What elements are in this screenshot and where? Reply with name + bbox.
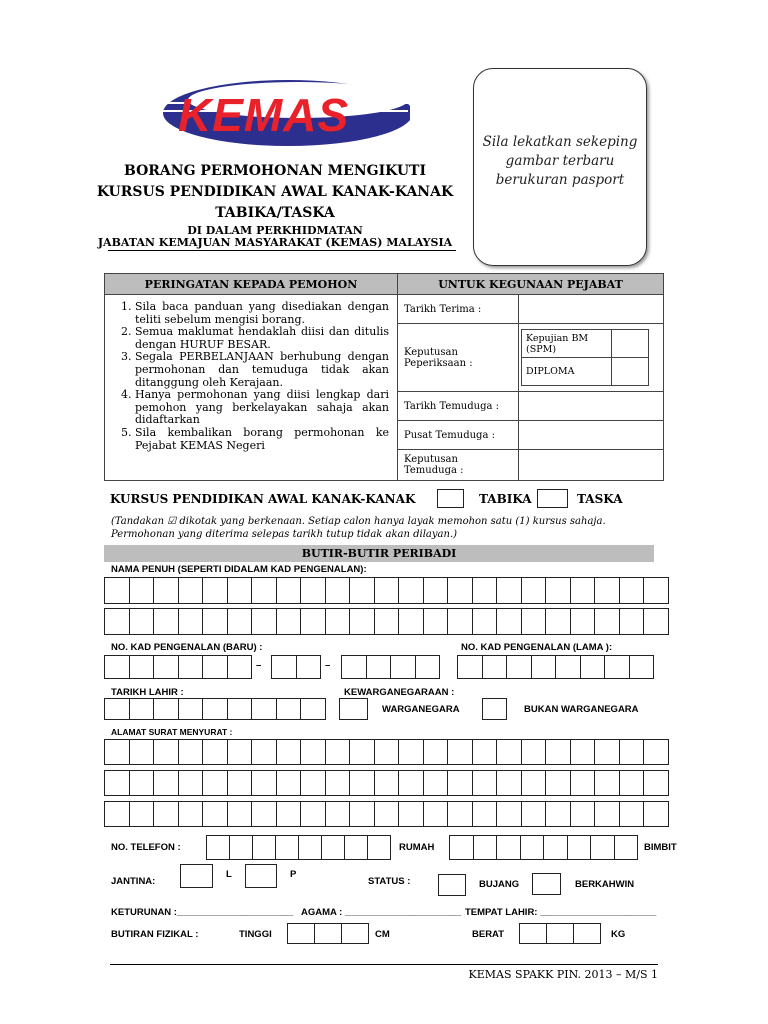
taska-label: TASKA: [577, 492, 623, 506]
alamat-box[interactable]: [349, 739, 375, 765]
nama-penuh-box[interactable]: [619, 577, 645, 604]
alamat-box[interactable]: [129, 801, 155, 827]
telefon-rumah-box[interactable]: [206, 835, 230, 860]
nama-penuh-box[interactable]: [251, 608, 277, 635]
alamat-box[interactable]: [104, 770, 130, 796]
alamat-box[interactable]: [570, 801, 596, 827]
nama-penuh-box[interactable]: [202, 608, 228, 635]
alamat-box[interactable]: [594, 801, 620, 827]
nama-penuh-box[interactable]: [643, 608, 669, 635]
ic-baru-box[interactable]: [341, 655, 367, 679]
tabika-checkbox[interactable]: [437, 489, 464, 508]
pusat-temuduga-field[interactable]: [519, 421, 664, 450]
nama-penuh-box[interactable]: [447, 577, 473, 604]
alamat-box[interactable]: [496, 739, 522, 765]
alamat-box[interactable]: [521, 739, 547, 765]
alamat-box[interactable]: [472, 770, 498, 796]
form-title-line1: BORANG PERMOHONAN MENGIKUTI: [123, 163, 426, 179]
tarikh-lahir-box[interactable]: [153, 698, 179, 720]
tinggi-label: TINGGI: [239, 929, 272, 940]
alamat-box[interactable]: [153, 739, 179, 765]
telefon-bimbit-box[interactable]: [449, 835, 474, 860]
alamat-box[interactable]: [300, 770, 326, 796]
cm-label: CM: [375, 929, 390, 940]
alamat-box[interactable]: [227, 770, 253, 796]
ic-lama-box[interactable]: [629, 655, 655, 679]
nama-penuh-box[interactable]: [104, 608, 130, 635]
telefon-bimbit-box[interactable]: [567, 835, 592, 860]
alamat-box[interactable]: [619, 739, 645, 765]
alamat-box[interactable]: [521, 801, 547, 827]
berat-box[interactable]: [573, 923, 601, 944]
lelaki-label: L: [226, 869, 232, 880]
nama-penuh-box[interactable]: [227, 577, 253, 604]
telefon-bimbit-box[interactable]: [473, 835, 498, 860]
telefon-rumah-box[interactable]: [298, 835, 322, 860]
berkahwin-label: BERKAHWIN: [575, 879, 635, 890]
nama-penuh-box[interactable]: [398, 577, 424, 604]
nama-penuh-box[interactable]: [153, 577, 179, 604]
alamat-box[interactable]: [178, 739, 204, 765]
tabika-label: TABIKA: [479, 492, 532, 506]
notice-item: 1. Sila baca panduan yang disediakan dengan teliti sebelum mengisi borang.: [135, 301, 389, 326]
nama-penuh-box[interactable]: [325, 577, 351, 604]
alamat-box[interactable]: [202, 739, 228, 765]
alamat-box[interactable]: [153, 801, 179, 827]
notice-office-table: [104, 273, 664, 481]
nama-penuh-box[interactable]: [447, 608, 473, 635]
berat-box[interactable]: [546, 923, 574, 944]
ic-lama-box[interactable]: [531, 655, 557, 679]
alamat-box[interactable]: [570, 739, 596, 765]
diploma-checkbox[interactable]: [612, 358, 649, 386]
tarikh-lahir-box[interactable]: [276, 698, 302, 720]
alamat-box[interactable]: [594, 770, 620, 796]
ic-lama-box[interactable]: [580, 655, 606, 679]
alamat-box[interactable]: [276, 739, 302, 765]
photo-instruction: Sila lekatkan sekeping gambar terbaru berukuran pasport: [482, 134, 638, 188]
nama-penuh-box[interactable]: [594, 608, 620, 635]
nama-penuh-box[interactable]: [276, 577, 302, 604]
alamat-box[interactable]: [104, 739, 130, 765]
telefon-bimbit-box[interactable]: [590, 835, 615, 860]
alamat-box[interactable]: [325, 770, 351, 796]
kg-label: KG: [611, 929, 626, 940]
alamat-box[interactable]: [178, 770, 204, 796]
kepujian-bm-label: Kepujian BM (SPM): [522, 330, 612, 358]
tarikh-lahir-label: TARIKH LAHIR :: [111, 687, 184, 698]
notice-item: 5. Sila kembalikan borang permohonan ke Pejabat KEMAS Negeri: [135, 427, 389, 452]
telefon-bimbit-box[interactable]: [543, 835, 568, 860]
notice-item: 3. Segala PERBELANJAAN berhubung dengan permohonan dan temuduga tidak akan ditanggung oleh Kerajaan.: [135, 351, 389, 389]
title-underline: [108, 250, 456, 251]
tinggi-box[interactable]: [341, 923, 369, 944]
alamat-box[interactable]: [251, 801, 277, 827]
alamat-box[interactable]: [251, 770, 277, 796]
nama-penuh-box[interactable]: [545, 577, 571, 604]
form-title-line3: TABIKA/TASKA: [215, 205, 335, 221]
telefon-rumah-box[interactable]: [321, 835, 345, 860]
alamat-box[interactable]: [496, 770, 522, 796]
nama-penuh-box[interactable]: [129, 608, 155, 635]
alamat-box[interactable]: [300, 739, 326, 765]
telefon-rumah-box[interactable]: [275, 835, 299, 860]
nama-penuh-box[interactable]: [202, 577, 228, 604]
berkahwin-checkbox[interactable]: [532, 873, 561, 895]
notice-header: PERINGATAN KEPADA PEMOHON: [105, 274, 398, 295]
alamat-box[interactable]: [643, 801, 669, 827]
telefon-rumah-box[interactable]: [367, 835, 391, 860]
alamat-box[interactable]: [545, 770, 571, 796]
alamat-box[interactable]: [447, 801, 473, 827]
telefon-bimbit-box[interactable]: [614, 835, 639, 860]
ic-baru-box[interactable]: [366, 655, 392, 679]
alamat-box[interactable]: [276, 801, 302, 827]
alamat-box[interactable]: [472, 739, 498, 765]
nama-penuh-box[interactable]: [545, 608, 571, 635]
alamat-box[interactable]: [374, 739, 400, 765]
tarikh-terima-field[interactable]: [519, 295, 664, 324]
keturunan-field[interactable]: KETURUNAN :______________________: [111, 907, 294, 918]
exam-result-table: [521, 329, 649, 386]
tarikh-lahir-box[interactable]: [129, 698, 155, 720]
tarikh-temuduga-field[interactable]: [519, 392, 664, 421]
pusat-temuduga-label: Pusat Temuduga :: [398, 421, 519, 450]
alamat-box[interactable]: [570, 770, 596, 796]
kewarganegaraan-label: KEWARGANEGARAAN :: [344, 687, 455, 698]
nama-penuh-box[interactable]: [349, 577, 375, 604]
kursus-label: KURSUS PENDIDIKAN AWAL KANAK-KANAK: [110, 492, 416, 506]
tempat-lahir-field[interactable]: TEMPAT LAHIR: ______________________: [465, 907, 657, 918]
rumah-label: RUMAH: [399, 842, 435, 853]
tarikh-terima-label: Tarikh Terima :: [398, 295, 519, 324]
kursus-note: (Tandakan ☑ dikotak yang berkenaan. Setiap calon hanya layak memohon satu (1) kursus sahaja. Permohonan yang diterima selepas tarikh tutup tidak akan dilayan.): [111, 516, 606, 540]
alamat-box[interactable]: [447, 770, 473, 796]
alamat-box[interactable]: [472, 801, 498, 827]
nama-penuh-box[interactable]: [129, 577, 155, 604]
telefon-label: NO. TELEFON :: [111, 842, 181, 853]
nama-penuh-box[interactable]: [496, 577, 522, 604]
keputusan-temuduga-field[interactable]: [519, 450, 664, 481]
perempuan-checkbox[interactable]: [245, 864, 277, 888]
alamat-box[interactable]: [447, 739, 473, 765]
nama-penuh-box[interactable]: [374, 577, 400, 604]
nama-penuh-box[interactable]: [594, 577, 620, 604]
alamat-box[interactable]: [227, 739, 253, 765]
telefon-bimbit-box[interactable]: [520, 835, 545, 860]
telefon-rumah-box[interactable]: [252, 835, 276, 860]
alamat-box[interactable]: [398, 739, 424, 765]
alamat-box[interactable]: [251, 739, 277, 765]
keputusan-temuduga-label: Keputusan Temuduga :: [398, 450, 519, 481]
nama-penuh-box[interactable]: [300, 608, 326, 635]
bukan-warganegara-label: BUKAN WARGANEGARA: [524, 704, 639, 715]
keputusan-peperiksaan-label: Keputusan Peperiksaan :: [398, 324, 519, 392]
alamat-box[interactable]: [423, 739, 449, 765]
berat-box[interactable]: [519, 923, 547, 944]
tarikh-lahir-box[interactable]: [104, 698, 130, 720]
alamat-box[interactable]: [276, 770, 302, 796]
alamat-box[interactable]: [619, 801, 645, 827]
ic-baru-label: NO. KAD PENGENALAN (BARU) :: [111, 642, 263, 653]
nama-penuh-box[interactable]: [300, 577, 326, 604]
ic-lama-box[interactable]: [555, 655, 581, 679]
alamat-box[interactable]: [643, 739, 669, 765]
nama-penuh-box[interactable]: [472, 577, 498, 604]
ic-lama-box[interactable]: [457, 655, 483, 679]
alamat-box[interactable]: [398, 770, 424, 796]
nama-penuh-box[interactable]: [496, 608, 522, 635]
form-title-line4: DI DALAM PERKHIDMATAN: [187, 224, 363, 237]
ic-baru-box[interactable]: [202, 655, 228, 679]
bujang-label: BUJANG: [479, 879, 520, 890]
footer-rule: [110, 964, 658, 965]
agama-field[interactable]: AGAMA : ______________________: [301, 907, 462, 918]
alamat-box[interactable]: [178, 801, 204, 827]
telefon-rumah-box[interactable]: [229, 835, 253, 860]
alamat-box[interactable]: [325, 801, 351, 827]
tarikh-lahir-box[interactable]: [227, 698, 253, 720]
nama-penuh-box[interactable]: [178, 577, 204, 604]
tarikh-temuduga-label: Tarikh Temuduga :: [398, 392, 519, 421]
alamat-box[interactable]: [129, 739, 155, 765]
form-title-line5: JABATAN KEMAJUAN MASYARAKAT (KEMAS) MALAYSIA: [97, 236, 453, 249]
alamat-box[interactable]: [545, 801, 571, 827]
berat-label: BERAT: [472, 929, 505, 940]
tarikh-lahir-box[interactable]: [178, 698, 204, 720]
nama-penuh-box[interactable]: [276, 608, 302, 635]
nama-penuh-box[interactable]: [227, 608, 253, 635]
ic-baru-box[interactable]: [415, 655, 441, 679]
bimbit-label: BIMBIT: [644, 842, 677, 853]
ic-lama-label: NO. KAD PENGENALAN (LAMA ):: [461, 642, 613, 653]
ic-baru-box[interactable]: [296, 655, 322, 679]
alamat-box[interactable]: [129, 770, 155, 796]
bukan-warganegara-checkbox[interactable]: [482, 698, 507, 720]
tinggi-box[interactable]: [287, 923, 315, 944]
alamat-box[interactable]: [398, 801, 424, 827]
nama-penuh-box[interactable]: [423, 608, 449, 635]
diploma-label: DIPLOMA: [522, 358, 612, 386]
ic-baru-box[interactable]: [271, 655, 297, 679]
alamat-box[interactable]: [202, 801, 228, 827]
warganegara-checkbox[interactable]: [339, 698, 368, 720]
keputusan-peperiksaan-cell: [519, 324, 664, 392]
taska-checkbox[interactable]: [537, 489, 568, 508]
form-title-line2: KURSUS PENDIDIKAN AWAL KANAK-KANAK: [96, 184, 454, 200]
alamat-box[interactable]: [202, 770, 228, 796]
nama-penuh-box[interactable]: [104, 577, 130, 604]
jantina-label: JANTINA:: [111, 876, 156, 887]
ic-baru-box[interactable]: [104, 655, 130, 679]
alamat-box[interactable]: [374, 770, 400, 796]
alamat-box[interactable]: [643, 770, 669, 796]
nama-penuh-box[interactable]: [619, 608, 645, 635]
nama-penuh-box[interactable]: [521, 577, 547, 604]
ic-dash: –: [256, 660, 262, 671]
nama-penuh-box[interactable]: [570, 577, 596, 604]
tarikh-lahir-box[interactable]: [202, 698, 228, 720]
notice-list: [105, 295, 398, 481]
nama-penuh-box[interactable]: [472, 608, 498, 635]
telefon-rumah-box[interactable]: [344, 835, 368, 860]
ic-baru-box[interactable]: [129, 655, 155, 679]
alamat-box[interactable]: [227, 801, 253, 827]
tarikh-lahir-box[interactable]: [300, 698, 326, 720]
nama-penuh-box[interactable]: [251, 577, 277, 604]
alamat-label: ALAMAT SURAT MENYURAT :: [111, 727, 233, 737]
alamat-box[interactable]: [496, 801, 522, 827]
nama-penuh-box[interactable]: [374, 608, 400, 635]
lelaki-checkbox[interactable]: [180, 864, 213, 888]
alamat-box[interactable]: [619, 770, 645, 796]
ic-lama-box[interactable]: [482, 655, 508, 679]
alamat-box[interactable]: [545, 739, 571, 765]
ic-lama-box[interactable]: [506, 655, 532, 679]
alamat-box[interactable]: [300, 801, 326, 827]
kepujian-bm-checkbox[interactable]: [612, 330, 649, 358]
alamat-box[interactable]: [325, 739, 351, 765]
butiran-fizikal-label: BUTIRAN FIZIKAL :: [111, 929, 199, 940]
tinggi-box[interactable]: [314, 923, 342, 944]
notice-item: 2. Semua maklumat hendaklah diisi dan ditulis dengan HURUF BESAR.: [135, 326, 389, 351]
bujang-checkbox[interactable]: [438, 874, 466, 896]
warganegara-label: WARGANEGARA: [382, 704, 460, 715]
alamat-box[interactable]: [423, 801, 449, 827]
nama-penuh-box[interactable]: [423, 577, 449, 604]
personal-section-header: BUTIR-BUTIR PERIBADI: [104, 545, 654, 562]
nama-penuh-box[interactable]: [570, 608, 596, 635]
ic-baru-box[interactable]: [227, 655, 253, 679]
ic-baru-box[interactable]: [178, 655, 204, 679]
alamat-box[interactable]: [153, 770, 179, 796]
tarikh-lahir-box[interactable]: [251, 698, 277, 720]
nama-penuh-box[interactable]: [153, 608, 179, 635]
nama-penuh-box[interactable]: [398, 608, 424, 635]
logo-text: KEMAS: [178, 89, 350, 141]
nama-penuh-box[interactable]: [178, 608, 204, 635]
alamat-box[interactable]: [349, 801, 375, 827]
perempuan-label: P: [290, 869, 297, 880]
ic-baru-box[interactable]: [153, 655, 179, 679]
alamat-box[interactable]: [104, 801, 130, 827]
alamat-box[interactable]: [521, 770, 547, 796]
nama-penuh-box[interactable]: [643, 577, 669, 604]
alamat-box[interactable]: [374, 801, 400, 827]
nama-penuh-box[interactable]: [521, 608, 547, 635]
nama-penuh-box[interactable]: [349, 608, 375, 635]
ic-dash: –: [325, 660, 331, 671]
alamat-box[interactable]: [349, 770, 375, 796]
nama-penuh-box[interactable]: [325, 608, 351, 635]
status-label: STATUS :: [368, 876, 411, 887]
alamat-box[interactable]: [423, 770, 449, 796]
office-use-header: UNTUK KEGUNAAN PEJABAT: [398, 274, 664, 295]
telefon-bimbit-box[interactable]: [496, 835, 521, 860]
ic-baru-box[interactable]: [390, 655, 416, 679]
ic-lama-box[interactable]: [604, 655, 630, 679]
footer-text: KEMAS SPAKK PIN. 2013 – M/S 1: [468, 968, 658, 981]
notice-item: 4. Hanya permohonan yang diisi lengkap dari pemohon yang berkelayakan sahaja akan didaftarkan: [135, 389, 389, 427]
alamat-box[interactable]: [594, 739, 620, 765]
nama-penuh-label: NAMA PENUH (SEPERTI DIDALAM KAD PENGENALAN):: [111, 564, 367, 575]
